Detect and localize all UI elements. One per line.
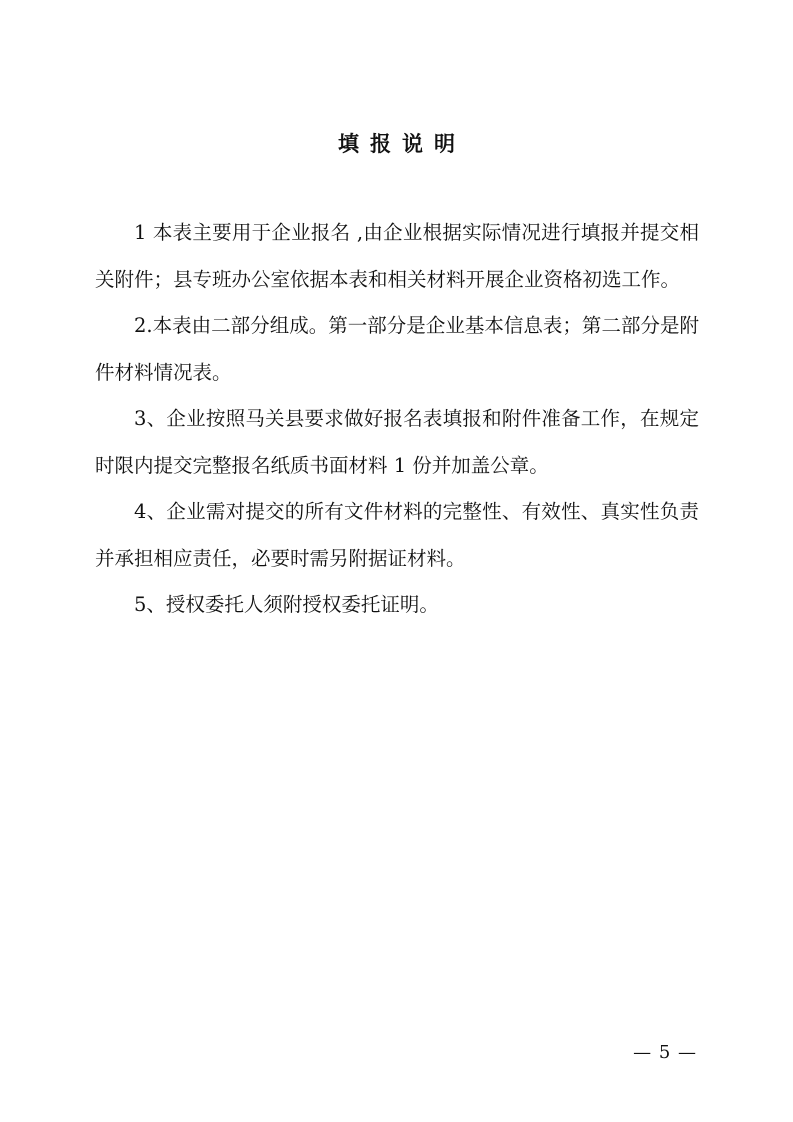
page-number: — 5 —: [633, 1042, 697, 1063]
instruction-paragraph-4: 4、企业需对提交的所有文件材料的完整性、有效性、真实性负责并承担相应责任，必要时需另附据证材料。: [95, 500, 699, 570]
instruction-paragraph-3: 3、企业按照马关县要求做好报名表填报和附件准备工作，在规定时限内提交完整报名纸质书面材料 1 份并加盖公章。: [95, 407, 699, 477]
instruction-paragraph-2: 2.本表由二部分组成。第一部分是企业基本信息表；第二部分是附件材料情况表。: [95, 314, 699, 384]
instructions-body: [95, 210, 699, 629]
instruction-paragraph-5: 5、授权委托人须附授权委托证明。: [134, 593, 439, 616]
instruction-paragraph-1: 1 本表主要用于企业报名 ,由企业根据实际情况进行填报并提交相关附件；县专班办公室依据本表和相关材料开展企业资格初选工作。: [95, 221, 699, 291]
page-title: 填报说明: [338, 132, 466, 156]
